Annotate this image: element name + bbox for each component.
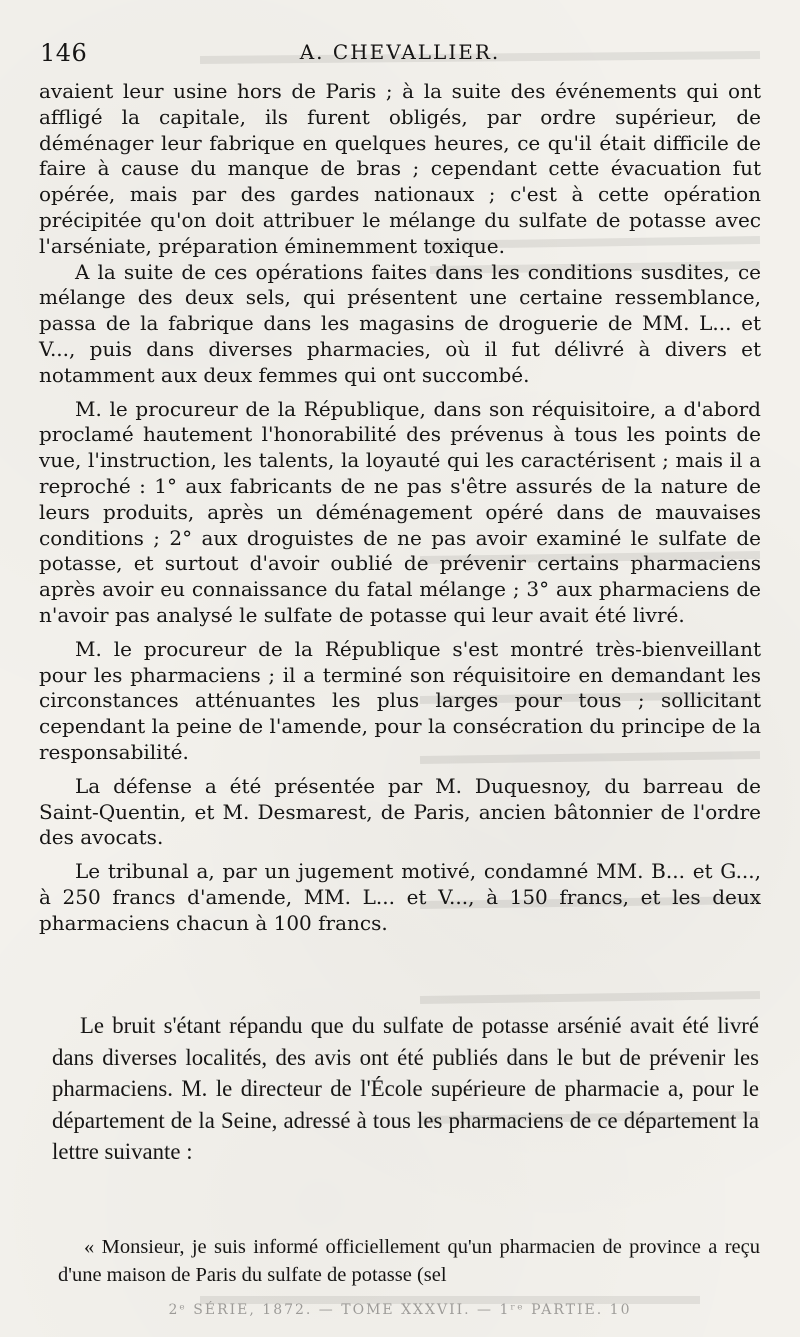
large-text-section bbox=[52, 1010, 759, 1168]
paragraph-1: avaient leur usine hors de Paris ; à la suite des événements qui ont affligé la capitale, ils furent obligés, par ordre supérieur, de déménager leur fabrique en quelques heures, ce qu'il était difficile de faire à cause du manque de bras ; cependant cette évacuation fut opérée, mais par des gardes nationaux ; c'est à cette opération précipitée qu'on doit attribuer le mélange du sulfate de potasse avec l'arséniate, préparation éminemment toxique. bbox=[39, 79, 761, 258]
paragraph-5: La défense a été présentée par M. Duquesnoy, du barreau de Saint-Quentin, et M. Desmarest, de Paris, ancien bâtonnier de l'ordre des avocats. bbox=[39, 773, 761, 850]
page-number: 146 bbox=[40, 39, 88, 67]
body-text bbox=[39, 79, 761, 937]
page-footer bbox=[100, 1299, 700, 1323]
paragraph-6: Le tribunal a, par un jugement motivé, condamné MM. B... et G..., à 250 francs d'amende, MM. L... et V..., à 150 francs, et les deux pharmaciens chacun à 100 francs. bbox=[39, 859, 761, 935]
footer-text: 2ᵉ SÉRIE, 1872. — TOME XXXVII. — 1ʳᵉ PARTIE. 10 bbox=[168, 1302, 632, 1318]
page-header bbox=[40, 35, 760, 65]
running-head: A. CHEVALLIER. bbox=[299, 40, 501, 64]
letter-quote bbox=[58, 1233, 760, 1289]
paragraph-7: Le bruit s'étant répandu que du sulfate de potasse arsénié avait été livré dans diverses localités, des avis ont été publiés dans le but de prévenir les pharmaciens. M. le directeur de l'École supérieure de pharmacie a, pour le département de la Seine, adressé à tous les pharmaciens de ce département la lettre suivante : bbox=[52, 1013, 759, 1165]
paragraph-3: M. le procureur de la République, dans son réquisitoire, a d'abord proclamé hautement l'honorabilité des prévenus à tous les points de vue, l'instruction, les talents, la loyauté qui les caractérisent ; mais il a reproché : 1° aux fabricants de ne pas s'être assurés de la nature de leurs produits, après un déménagement opéré dans de mauvaises conditions ; 2° aux droguistes de ne pas avoir examiné le sulfate de potasse, et surtout d'avoir oublié de prévenir certains pharmaciens après avoir eu connaissance du fatal mélange ; 3° aux pharmaciens de n'avoir pas analysé le sulfate de potasse qui leur avait été livré. bbox=[39, 396, 761, 627]
paragraph-4: M. le procureur de la République s'est montré très-bienveillant pour les pharmaciens ; il a terminé son réquisitoire en demandant les circonstances atténuantes les plus larges pour tous ; sollicitant cependant la peine de l'amende, pour la consécration du principe de la responsabilité. bbox=[39, 636, 761, 764]
paragraph-8: « Monsieur, je suis informé officiellement qu'un pharmacien de province a reçu d'une maison de Paris du sulfate de potasse (sel bbox=[58, 1236, 760, 1286]
paragraph-2: A la suite de ces opérations faites dans les conditions susdites, ce mélange des deux sels, qui présentent une certaine ressemblance, passa de la fabrique dans les magasins de droguerie de MM. L... et V..., puis dans diverses pharmacies, où il fut délivré à divers et notamment aux deux femmes qui ont succombé. bbox=[39, 259, 761, 387]
